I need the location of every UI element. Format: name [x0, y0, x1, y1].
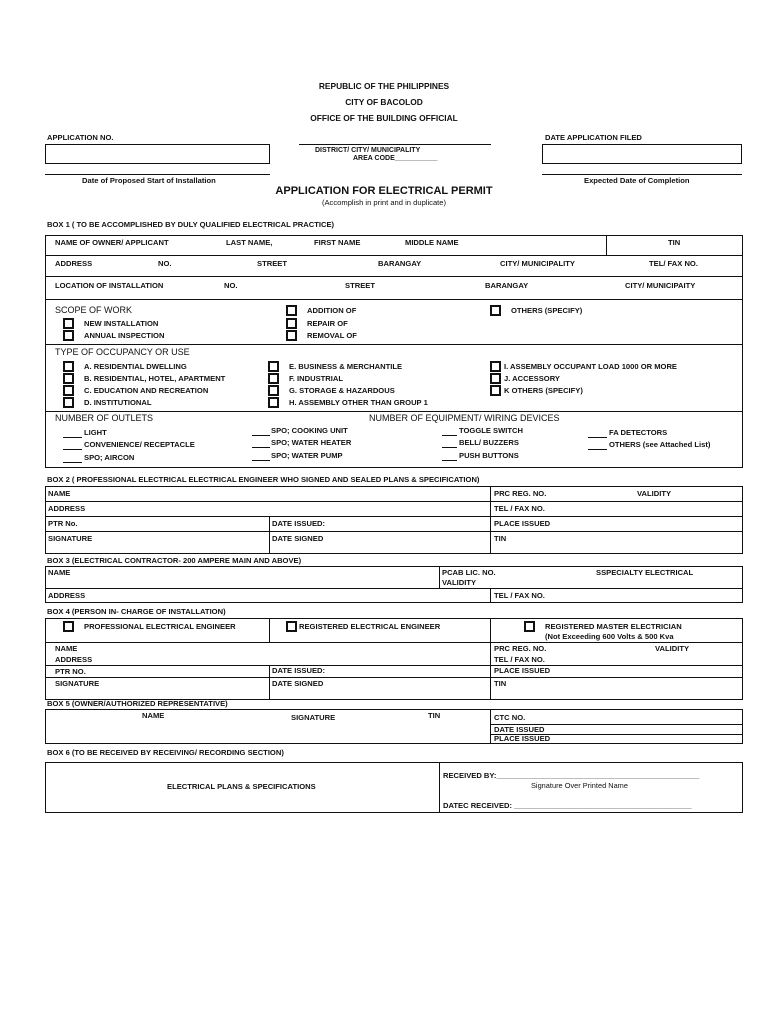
addition-label: ADDITION OF [307, 306, 357, 315]
outlets-title: NUMBER OF OUTLETS [55, 413, 154, 423]
header-office: OFFICE OF THE BUILDING OFFICIAL [310, 113, 458, 123]
box4-vdivider-mid [269, 665, 270, 700]
occ-k-checkbox[interactable] [490, 385, 501, 396]
box4-prc-label: PRC REG. NO. [494, 644, 547, 653]
bell-buzzers-blank[interactable] [442, 447, 457, 448]
box6-date-received[interactable]: DATEC RECEIVED: __________________________________________ [443, 801, 692, 810]
box2-ptr-label: PTR No. [48, 519, 78, 528]
form-title: APPLICATION FOR ELECTRICAL PERMIT [275, 185, 493, 197]
spo-aircon-label: SPO; AIRCON [84, 453, 135, 462]
occ-k-label: K OTHERS (SPECIFY) [504, 386, 583, 395]
box4-place-issued-label: PLACE ISSUED [494, 666, 551, 675]
occ-f-label: F. INDUSTRIAL [289, 374, 343, 383]
district-line [299, 144, 491, 145]
occ-j-checkbox[interactable] [490, 373, 501, 384]
occ-i-checkbox[interactable] [490, 361, 501, 372]
spo-water-pump-label: SPO; WATER PUMP [271, 451, 343, 460]
removal-label: REMOVAL OF [307, 331, 357, 340]
box3-heading: BOX 3 (ELECTRICAL CONTRACTOR- 200 AMPERE MAIN AND ABOVE) [47, 556, 302, 565]
box2-prc-label: PRC REG. NO. [494, 489, 547, 498]
box1-divider-2 [45, 276, 743, 277]
push-buttons-label: PUSH BUTTONS [459, 451, 519, 460]
new-installation-checkbox[interactable] [63, 318, 74, 329]
bell-buzzers-label: BELL/ BUZZERS [459, 438, 519, 447]
spo-water-pump-blank[interactable] [252, 460, 270, 461]
address-tel-label: TEL/ FAX NO. [649, 259, 698, 268]
address-no-label: NO. [158, 259, 172, 268]
occ-g-label: G. STORAGE & HAZARDOUS [289, 386, 395, 395]
toggle-switch-blank[interactable] [442, 435, 457, 436]
box4-name-label: NAME [55, 644, 78, 653]
box3-validity-label: VALIDITY [442, 578, 477, 587]
box2-tel-label: TEL / FAX NO. [494, 504, 545, 513]
others-attached-blank[interactable] [588, 449, 607, 450]
box3-vdivider-tel [490, 588, 491, 603]
box4-tel-label: TEL / FAX NO. [494, 655, 545, 664]
box2-address-label: ADDRESS [48, 504, 86, 513]
repair-label: REPAIR OF [307, 319, 348, 328]
box4-divider-2 [45, 677, 743, 678]
box1-heading: BOX 1 ( TO BE ACCOMPLISHED BY DULY QUALIFIED ELECTRICAL PRACTICE) [47, 220, 335, 229]
box4-signature-label: SIGNATURE [55, 679, 100, 688]
box2-divider-3 [45, 531, 743, 532]
box3-divider [45, 588, 743, 589]
fa-detectors-blank[interactable] [588, 437, 607, 438]
rme-label: REGISTERED MASTER ELECTRICIAN [545, 622, 682, 631]
address-label: ADDRESS [55, 259, 93, 268]
box4-heading: BOX 4 (PERSON IN- CHARGE OF INSTALLATION) [47, 607, 226, 616]
addition-checkbox[interactable] [286, 305, 297, 316]
box4-divider-1 [45, 665, 743, 666]
convenience-label: CONVENIENCE/ RECEPTACLE [84, 440, 195, 449]
box6-received-by[interactable]: RECEIVED BY:________________________________________________ [443, 771, 700, 780]
form-subtitle: (Accomplish in print and in duplicate) [321, 198, 447, 207]
box3-tel-label: TEL / FAX NO. [494, 591, 545, 600]
box2-vdivider-mid [269, 516, 270, 554]
owner-label: NAME OF OWNER/ APPLICANT [55, 238, 169, 247]
box2-signature-label: SIGNATURE [48, 534, 93, 543]
box4-validity-label: VALIDITY [655, 644, 690, 653]
others-attached-label: OTHERS (see Attached List) [609, 440, 711, 449]
light-label: LIGHT [84, 428, 107, 437]
location-label: LOCATION OF INSTALLATION [55, 281, 164, 290]
box2-vdivider-right [490, 486, 491, 554]
box6-signature-over: Signature Over Printed Name [531, 781, 628, 790]
box2-date-issued-label: DATE ISSUED: [272, 519, 326, 528]
ree-label: REGISTERED ELECTRICAL ENGINEER [299, 622, 441, 631]
tin-label: TIN [668, 238, 681, 247]
location-barangay-label: BARANGAY [485, 281, 529, 290]
push-buttons-blank[interactable] [442, 460, 457, 461]
first-name-label: FIRST NAME [314, 238, 361, 247]
rme-note: (Not Exceeding 600 Volts & 500 Kva [545, 632, 674, 641]
box4-vdivider-right [490, 643, 491, 700]
box4-date-signed-label: DATE SIGNED [272, 679, 324, 688]
box6-heading: BOX 6 (TO BE RECEIVED BY RECEIVING/ RECORDING SECTION) [47, 748, 284, 757]
district-label: DISTRICT/ CITY/ MUNICIPALITY [315, 147, 421, 154]
box2-date-signed-label: DATE SIGNED [272, 534, 324, 543]
scope-title: SCOPE OF WORK [55, 305, 133, 315]
location-city-label: CITY/ MUNICIPAITY [625, 281, 696, 290]
box4-ptr-label: PTR NO. [55, 667, 86, 676]
new-installation-label: NEW INSTALLATION [84, 319, 159, 328]
box5-heading: BOX 5 (OWNER/AUTHORIZED REPRESENTATIVE) [47, 699, 228, 708]
address-city-label: CITY/ MUNICIPALITY [500, 259, 575, 268]
repair-checkbox[interactable] [286, 318, 297, 329]
occ-h-checkbox[interactable] [268, 397, 279, 408]
occ-c-label: C. EDUCATION AND RECREATION [84, 386, 209, 395]
box3-vdivider-pcab [439, 566, 440, 588]
convenience-blank[interactable] [63, 449, 82, 450]
occ-h-label: H. ASSEMBLY OTHER THAN GROUP 1 [289, 398, 428, 407]
box1-tin-divider [606, 235, 607, 255]
occ-a-checkbox[interactable] [63, 361, 74, 372]
box5-vdivider [490, 709, 491, 744]
spo-water-heater-blank[interactable] [252, 447, 270, 448]
spo-cooking-blank[interactable] [252, 435, 270, 436]
spo-water-heater-label: SPO; WATER HEATER [271, 438, 352, 447]
location-street-label: STREET [345, 281, 375, 290]
box5-signature-label: SIGNATURE [291, 713, 336, 722]
box1-divider-5 [45, 411, 743, 412]
address-street-label: STREET [257, 259, 287, 268]
occ-c-checkbox[interactable] [63, 385, 74, 396]
last-name-label: LAST NAME, [226, 238, 273, 247]
start-date-label: Date of Proposed Start of Installation [82, 176, 216, 185]
header-republic: REPUBLIC OF THE PHILIPPINES [318, 81, 450, 91]
toggle-switch-label: TOGGLE SWITCH [459, 426, 523, 435]
box2-validity-label: VALIDITY [637, 489, 672, 498]
box3-specialty-label: SSPECIALTY ELECTRICAL [596, 568, 694, 577]
box2-name-label: NAME [48, 489, 71, 498]
occ-g-checkbox[interactable] [268, 385, 279, 396]
box4-tin-label: TIN [494, 679, 507, 688]
box4-type-divider-2 [490, 618, 491, 643]
box3-name-label: NAME [48, 568, 71, 577]
header-city: CITY OF BACOLOD [345, 97, 423, 107]
light-blank[interactable] [63, 437, 82, 438]
pee-checkbox[interactable] [63, 621, 74, 632]
rme-checkbox[interactable] [524, 621, 535, 632]
box1-divider-1 [45, 255, 743, 256]
box1-divider-4 [45, 344, 743, 345]
occ-a-label: A. RESIDENTIAL DWELLING [84, 362, 187, 371]
ree-checkbox[interactable] [286, 621, 297, 632]
equipment-title: NUMBER OF EQUIPMENT/ WIRING DEVICES [369, 413, 560, 423]
completion-date-label: Expected Date of Completion [584, 176, 690, 185]
occ-b-checkbox[interactable] [63, 373, 74, 384]
occ-e-checkbox[interactable] [268, 361, 279, 372]
completion-date-line [542, 174, 742, 175]
box4-type-divider-1 [269, 618, 270, 643]
box4-address-label: ADDRESS [55, 655, 93, 664]
occ-d-label: D. INSTITUTIONAL [84, 398, 152, 407]
scope-others-checkbox[interactable] [490, 305, 501, 316]
box2-divider-2 [45, 516, 743, 517]
occ-d-checkbox[interactable] [63, 397, 74, 408]
box1-divider-3 [45, 299, 743, 300]
box2-heading: BOX 2 ( PROFESSIONAL ELECTRICAL ELECTRICAL ENGINEER WHO SIGNED AND SEALED PLANS & SPECIFICATION) [47, 475, 480, 484]
scope-others-label: OTHERS (SPECIFY) [511, 306, 583, 315]
occ-j-label: J. ACCESSORY [504, 374, 560, 383]
box5-name-label: NAME [142, 711, 165, 720]
box3-address-label: ADDRESS [48, 591, 86, 600]
box3-pcab-label: PCAB LIC. NO. [442, 568, 496, 577]
application-no-label: APPLICATION NO. [47, 133, 114, 142]
application-no-field[interactable] [45, 144, 270, 164]
box5-date-issued-label: DATE ISSUED [494, 725, 545, 734]
occ-b-label: B. RESIDENTIAL, HOTEL, APARTMENT [84, 374, 226, 383]
occ-f-checkbox[interactable] [268, 373, 279, 384]
removal-checkbox[interactable] [286, 330, 297, 341]
annual-inspection-checkbox[interactable] [63, 330, 74, 341]
box5-place-issued-label: PLACE ISSUED [494, 734, 551, 743]
box6-plans-label: ELECTRICAL PLANS & SPECIFICATIONS [167, 782, 316, 791]
occ-e-label: E. BUSINESS & MERCHANTILE [289, 362, 403, 371]
spo-aircon-blank[interactable] [63, 462, 82, 463]
middle-name-label: MIDDLE NAME [405, 238, 459, 247]
box2-place-issued-label: PLACE ISSUED [494, 519, 551, 528]
box6-vdivider [439, 762, 440, 813]
box5-ctc-label: CTC NO. [494, 713, 526, 722]
annual-inspection-label: ANNUAL INSPECTION [84, 331, 165, 340]
address-barangay-label: BARANGAY [378, 259, 422, 268]
start-date-line [45, 174, 270, 175]
box4-details-frame [45, 643, 743, 700]
box5-tin-label: TIN [428, 711, 441, 720]
occ-i-label: I. ASSEMBLY OCCUPANT LOAD 1000 OR MORE [504, 362, 677, 371]
date-filed-label: DATE APPLICATION FILED [545, 133, 642, 142]
spo-cooking-label: SPO; COOKING UNIT [271, 426, 348, 435]
box2-tin-label: TIN [494, 534, 507, 543]
box4-date-issued-label: DATE ISSUED: [272, 666, 326, 675]
occupancy-title: TYPE OF OCCUPANCY OR USE [55, 347, 190, 357]
area-code-label: AREA CODE___________ [353, 155, 438, 162]
pee-label: PROFESSIONAL ELECTRICAL ENGINEER [84, 622, 236, 631]
date-filed-field[interactable] [542, 144, 742, 164]
location-no-label: NO. [224, 281, 238, 290]
box2-divider-1 [45, 501, 743, 502]
fa-detectors-label: FA DETECTORS [609, 428, 668, 437]
